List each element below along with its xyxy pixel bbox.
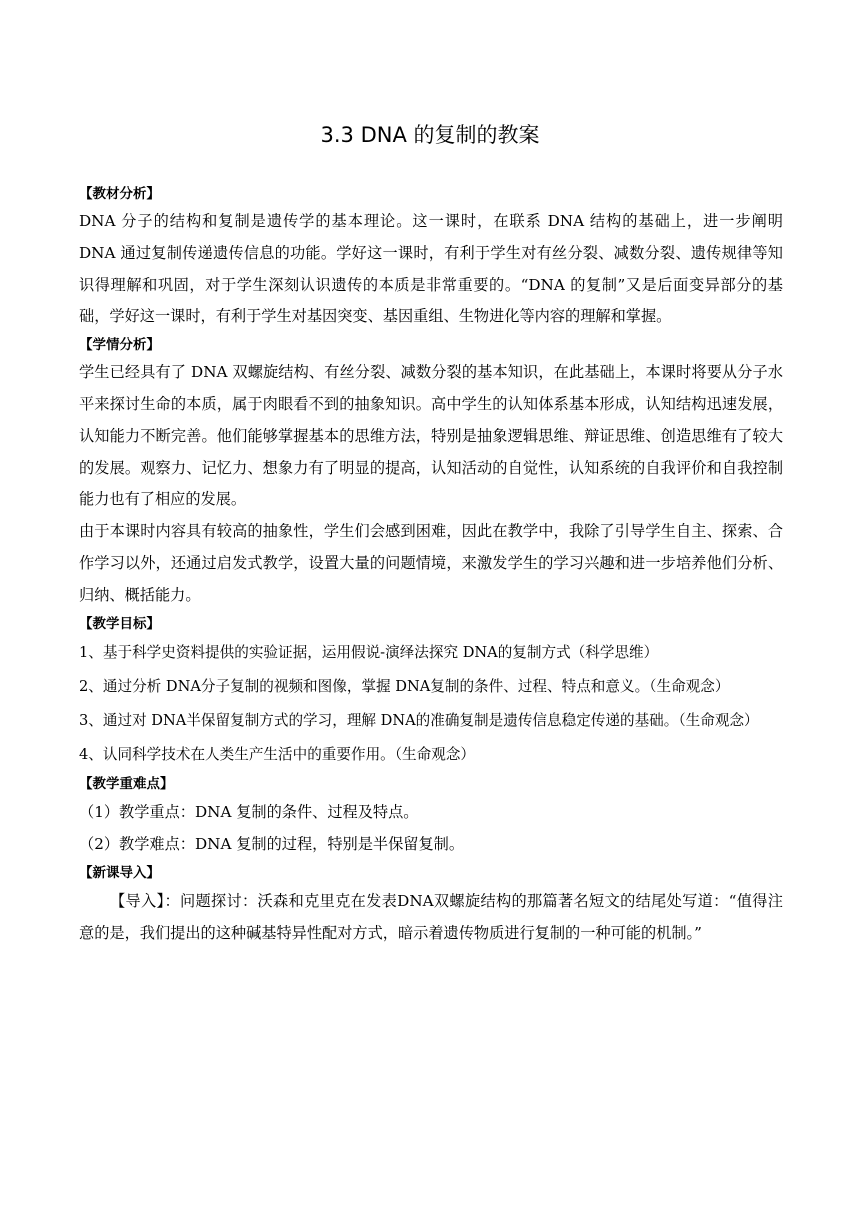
paragraph-learner-analysis-1: 学生已经具有了 DNA 双螺旋结构、有丝分裂、减数分裂的基本知识，在此基础上，本课时将要从分子水平来探讨生命的本质，属于肉眼看不到的抽象知识。高中学生的认知体系基本形成，认知结构迅速发展，认知能力不断完善。他们能够掌握基本的思维方法，特别是抽象逻辑思维、辩证思维、创造思维有了较大的发展。观察力、记忆力、想象力有了明显的提高，认知活动的自觉性，认知系统的自我评价和自我控制能力也有了相应的发展。 bbox=[79, 363, 783, 509]
paragraph-lesson-intro: 【导入】：问题探讨：沃森和克里克在发表DNA双螺旋结构的那篇著名短文的结尾处写道：“值得注意的是，我们提出的这种碱基特异性配对方式，暗示着遗传物质进行复制的一种可能的机制。” bbox=[79, 891, 783, 943]
paragraph-material-analysis: DNA 分子的结构和复制是遗传学的基本理论。这一课时，在联系 DNA 结构的基础上，进一步阐明 DNA 通过复制传递遗传信息的功能。学好这一课时，有利于学生对有丝分裂、减数分裂、遗传规律等知识得理解和巩固，对于学生深刻认识遗传的本质是非常重要的。“DNA 的复制”又是后面变异部分的基础，学好这一课时，有利于学生对基因突变、基因重组、生物进化等内容的理解和掌握。 bbox=[79, 212, 783, 326]
heading-key-points: 【教学重难点】 bbox=[79, 775, 174, 792]
goal-item: 4、认同科学技术在人类生产生活中的重要作用。（生命观念） bbox=[79, 745, 476, 763]
heading-material-analysis: 【教材分析】 bbox=[79, 186, 160, 202]
document-body bbox=[79, 182, 783, 950]
heading-lesson-intro: 【新课导入】 bbox=[79, 864, 160, 881]
goal-item: 2、通过分析 DNA分子复制的视频和图像，掌握 DNA复制的条件、过程、特点和意义。（生命观念） bbox=[79, 677, 730, 695]
heading-learner-analysis: 【学情分析】 bbox=[79, 337, 160, 354]
paragraph-learner-analysis-2: 由于本课时内容具有较高的抽象性，学生们会感到困难，因此在教学中，我除了引导学生自主、探索、合作学习以外，还通过启发式教学，设置大量的问题情境，来激发学生的学习兴趣和进一步培养他们分析、归纳、概括能力。 bbox=[79, 522, 783, 604]
goal-item: 1、基于科学史资料提供的实验证据，运用假说-演绎法探究 DNA的复制方式（科学思维） bbox=[79, 643, 659, 661]
document-title: 3.3 DNA 的复制的教案 bbox=[320, 123, 540, 147]
goal-item: 3、通过对 DNA半保留复制方式的学习，理解 DNA的准确复制是遗传信息稳定传递的基础。（生命观念） bbox=[79, 711, 759, 729]
key-point-item: （1）教学重点：DNA 复制的条件、过程及特点。 bbox=[79, 802, 419, 821]
heading-teaching-goals: 【教学目标】 bbox=[79, 615, 160, 632]
key-point-item: （2）教学难点：DNA 复制的过程，特别是半保留复制。 bbox=[79, 835, 465, 854]
